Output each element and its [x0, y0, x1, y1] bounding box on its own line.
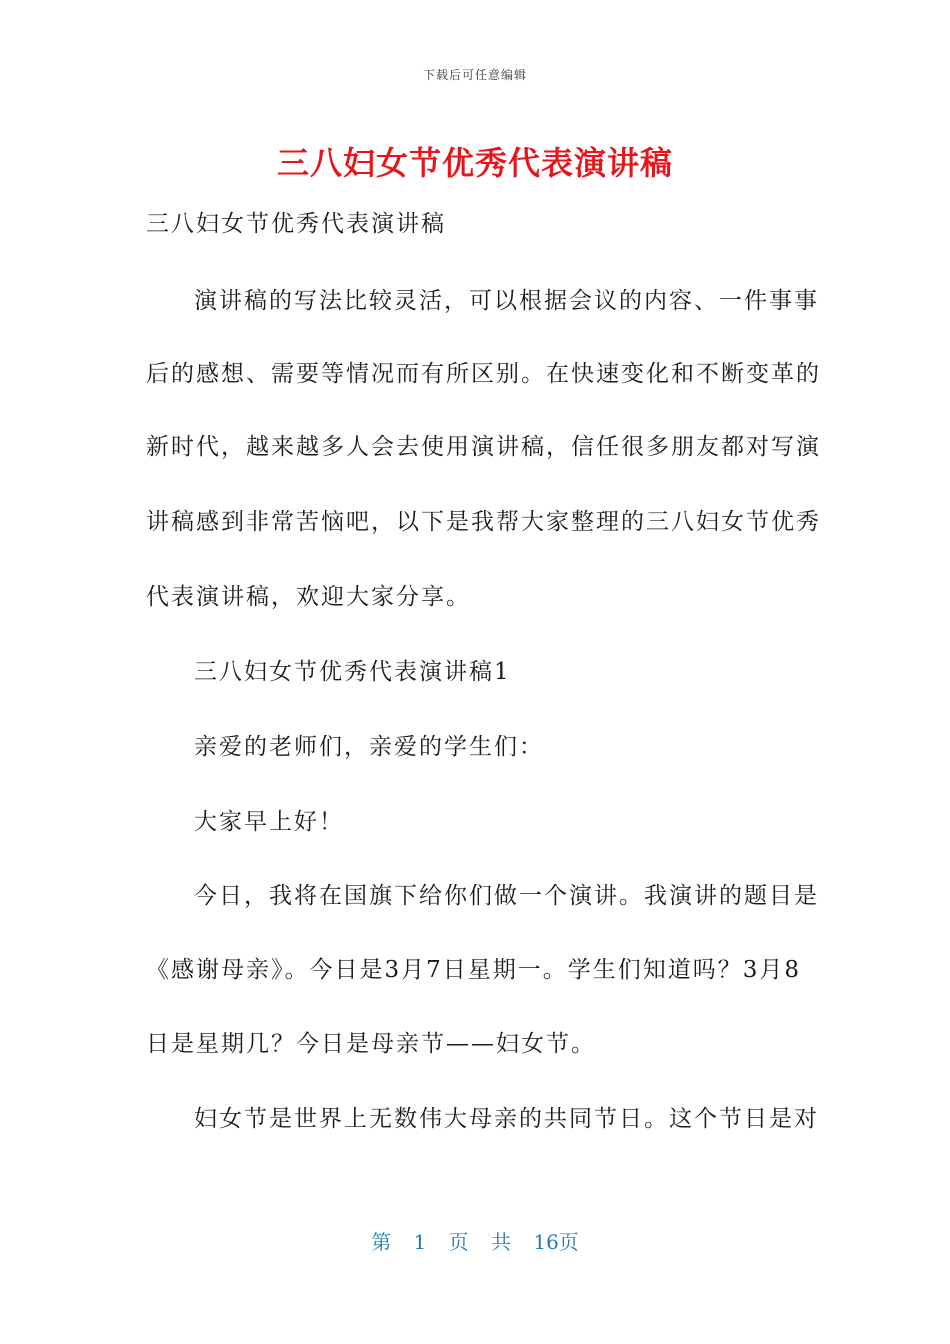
header-note: 下载后可任意编辑: [422, 68, 527, 82]
paragraph-line: 后的感想、需要等情况而有所区别。在快速变化和不断变革的: [146, 361, 821, 387]
footer-label-gong: 共: [491, 1230, 511, 1254]
paragraph-line: 新时代，越来越多人会去使用演讲稿，信任很多朋友都对写演: [146, 434, 821, 460]
document-subtitle: 三八妇女节优秀代表演讲稿: [146, 211, 446, 237]
paragraph-line: 讲稿感到非常苦恼吧，以下是我帮大家整理的三八妇女节优秀: [146, 509, 821, 535]
paragraph-line: 演讲稿的写法比较灵活，可以根据会议的内容、一件事事: [194, 288, 819, 314]
paragraph-line: 代表演讲稿，欢迎大家分享。: [146, 584, 471, 610]
greeting-line: 大家早上好！: [194, 809, 344, 835]
salutation-line: 亲爱的老师们，亲爱的学生们：: [194, 734, 544, 760]
footer-label-ye: 页: [448, 1230, 469, 1254]
paragraph-line: 《感谢母亲》。今日是3月7日星期一。学生们知道吗？3月8: [146, 957, 802, 983]
paragraph-line: 日是星期几？今日是母亲节——妇女节。: [146, 1031, 596, 1057]
footer-page-current: 1: [413, 1230, 427, 1254]
footer-label-di: 第: [371, 1230, 392, 1254]
section-heading: 三八妇女节优秀代表演讲稿1: [194, 659, 511, 685]
page-footer: [0, 1226, 950, 1255]
paragraph-line: 妇女节是世界上无数伟大母亲的共同节日。这个节日是对: [194, 1106, 819, 1132]
paragraph-line: 今日，我将在国旗下给你们做一个演讲。我演讲的题目是: [194, 883, 819, 909]
document-title: 三八妇女节优秀代表演讲稿: [276, 144, 673, 182]
footer-page-total: 16页: [533, 1230, 579, 1254]
